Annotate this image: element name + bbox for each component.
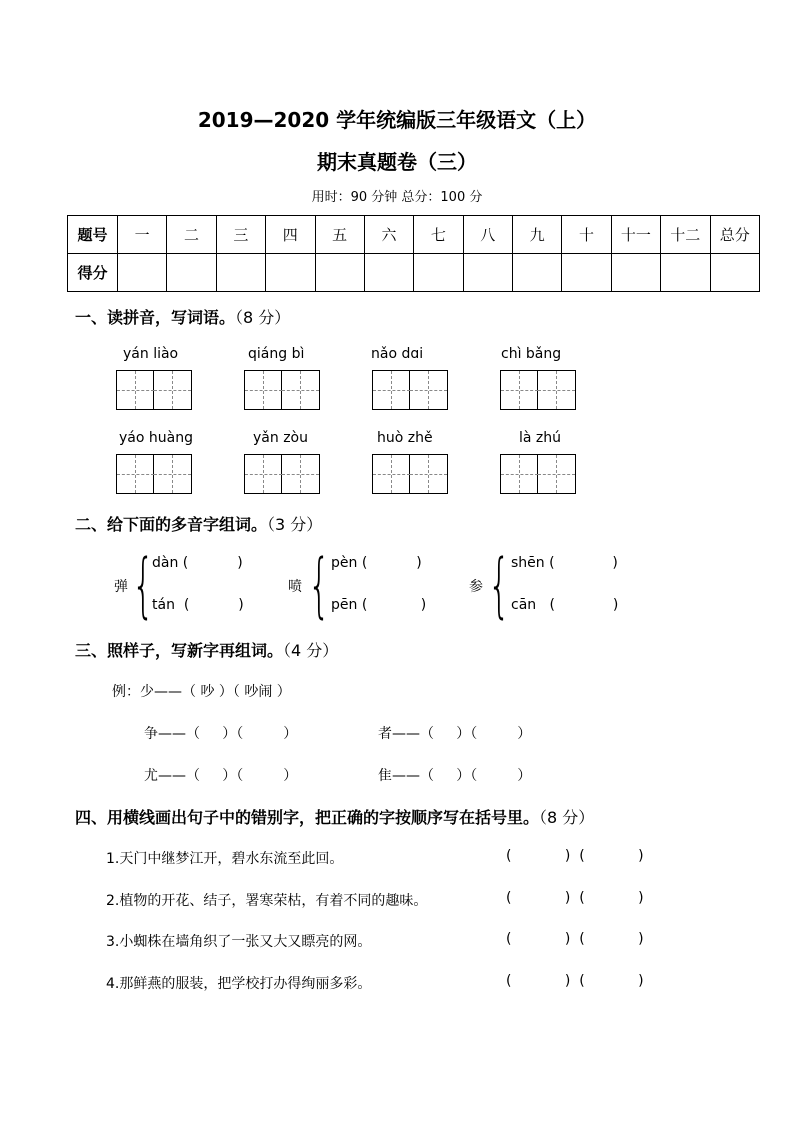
section-4-points: （8 分） bbox=[539, 808, 595, 827]
score-cell[interactable] bbox=[414, 254, 463, 292]
pinyin-label: là zhú bbox=[519, 430, 562, 446]
score-cell[interactable] bbox=[710, 254, 760, 292]
writing-grid[interactable] bbox=[244, 370, 320, 410]
section-3-points: （4 分） bbox=[283, 641, 339, 660]
section-3-title: 三、照样子，写新字再组词。 bbox=[75, 641, 284, 660]
score-cell[interactable] bbox=[513, 254, 562, 292]
answer-blank[interactable]: ( ) ( ) bbox=[506, 890, 644, 906]
writing-grid[interactable] bbox=[372, 454, 448, 494]
writing-grid[interactable] bbox=[116, 370, 192, 410]
answer-line[interactable]: shēn ( ) bbox=[511, 555, 618, 571]
answer-blank[interactable]: ( ) ( ) bbox=[506, 973, 644, 989]
section-2-heading bbox=[75, 512, 322, 535]
col-header: 三 bbox=[216, 216, 265, 254]
score-cell[interactable] bbox=[118, 254, 167, 292]
section-1-points: （8 分） bbox=[235, 308, 291, 327]
col-header: 八 bbox=[463, 216, 512, 254]
col-header: 六 bbox=[364, 216, 413, 254]
col-header: 一 bbox=[118, 216, 167, 254]
pinyin-label: yán liào bbox=[123, 346, 179, 362]
section-1-title: 一、读拼音，写词语。 bbox=[75, 308, 236, 327]
score-table bbox=[67, 215, 760, 292]
section-3-heading bbox=[75, 638, 338, 661]
exam-meta: 用时：90 分钟 总分：100 分 bbox=[311, 190, 483, 205]
pinyin-label: yáo huàng bbox=[119, 430, 193, 446]
question-number-row bbox=[68, 216, 760, 254]
col-header: 九 bbox=[513, 216, 562, 254]
col-header: 总分 bbox=[710, 216, 760, 254]
answer-line[interactable]: 尤——（ ）（ ） bbox=[144, 768, 298, 784]
answer-blank[interactable]: ( ) ( ) bbox=[506, 848, 644, 864]
writing-grid[interactable] bbox=[500, 454, 576, 494]
row-label-score: 得分 bbox=[68, 254, 118, 292]
writing-grid[interactable] bbox=[500, 370, 576, 410]
answer-line[interactable]: pēn ( ) bbox=[331, 597, 427, 613]
row-label-question: 题号 bbox=[68, 216, 118, 254]
exam-title: 2019—2020 学年统编版三年级语文（上） bbox=[197, 108, 597, 132]
answer-line[interactable]: pèn ( ) bbox=[331, 555, 422, 571]
section-2-points: （3 分） bbox=[267, 515, 323, 534]
writing-grid[interactable] bbox=[372, 370, 448, 410]
answer-line[interactable]: dàn ( ) bbox=[152, 555, 243, 571]
sentence-item: 2.植物的开花、结子，署寒荣枯，有着不同的趣味。 bbox=[106, 893, 428, 909]
polyphone-char: 参 bbox=[469, 579, 483, 595]
sentence-item: 3.小蜘株在墙角织了一张又大又瞟亮的网。 bbox=[106, 934, 372, 950]
section-4-heading bbox=[75, 805, 594, 828]
example-line: 例：少——（ 吵 ）（ 吵闹 ） bbox=[112, 684, 291, 700]
writing-grid[interactable] bbox=[116, 454, 192, 494]
brace-icon: { bbox=[308, 544, 331, 626]
pinyin-label: yǎn zòu bbox=[253, 430, 308, 446]
answer-blank[interactable]: ( ) ( ) bbox=[506, 931, 644, 947]
sentence-item: 4.那鲜燕的服装，把学校打办得绚丽多彩。 bbox=[106, 976, 372, 992]
polyphone-char: 弹 bbox=[114, 579, 128, 595]
col-header: 四 bbox=[266, 216, 315, 254]
score-cell[interactable] bbox=[216, 254, 265, 292]
score-row bbox=[68, 254, 760, 292]
answer-line[interactable]: cān ( ) bbox=[511, 597, 619, 613]
writing-grid[interactable] bbox=[244, 454, 320, 494]
polyphone-char: 喷 bbox=[288, 579, 302, 595]
col-header: 十二 bbox=[661, 216, 710, 254]
pinyin-label: huò zhě bbox=[377, 430, 433, 446]
exam-subtitle: 期末真题卷（三） bbox=[317, 150, 477, 174]
pinyin-label: chì bǎng bbox=[501, 346, 562, 362]
score-cell[interactable] bbox=[364, 254, 413, 292]
score-cell[interactable] bbox=[167, 254, 216, 292]
pinyin-label: nǎo dɑi bbox=[371, 346, 424, 362]
pinyin-label: qiáng bì bbox=[248, 346, 305, 362]
col-header: 五 bbox=[315, 216, 364, 254]
score-cell[interactable] bbox=[266, 254, 315, 292]
sentence-item: 1.天门中继梦江开，碧水东流至此回。 bbox=[106, 851, 344, 867]
brace-icon: { bbox=[132, 544, 155, 626]
score-cell[interactable] bbox=[463, 254, 512, 292]
answer-line[interactable]: 隹——（ ）（ ） bbox=[378, 768, 532, 784]
brace-icon: { bbox=[488, 544, 511, 626]
score-cell[interactable] bbox=[562, 254, 611, 292]
score-cell[interactable] bbox=[661, 254, 710, 292]
col-header: 二 bbox=[167, 216, 216, 254]
section-4-title: 四、用横线画出句子中的错别字，把正确的字按顺序写在括号里。 bbox=[75, 808, 540, 827]
col-header: 七 bbox=[414, 216, 463, 254]
answer-line[interactable]: 争——（ ）（ ） bbox=[144, 726, 298, 742]
col-header: 十一 bbox=[611, 216, 660, 254]
score-cell[interactable] bbox=[611, 254, 660, 292]
score-cell[interactable] bbox=[315, 254, 364, 292]
answer-line[interactable]: tán ( ) bbox=[152, 597, 244, 613]
section-1-heading bbox=[75, 305, 290, 328]
section-2-title: 二、给下面的多音字组词。 bbox=[75, 515, 268, 534]
col-header: 十 bbox=[562, 216, 611, 254]
answer-line[interactable]: 者——（ ）（ ） bbox=[378, 726, 532, 742]
